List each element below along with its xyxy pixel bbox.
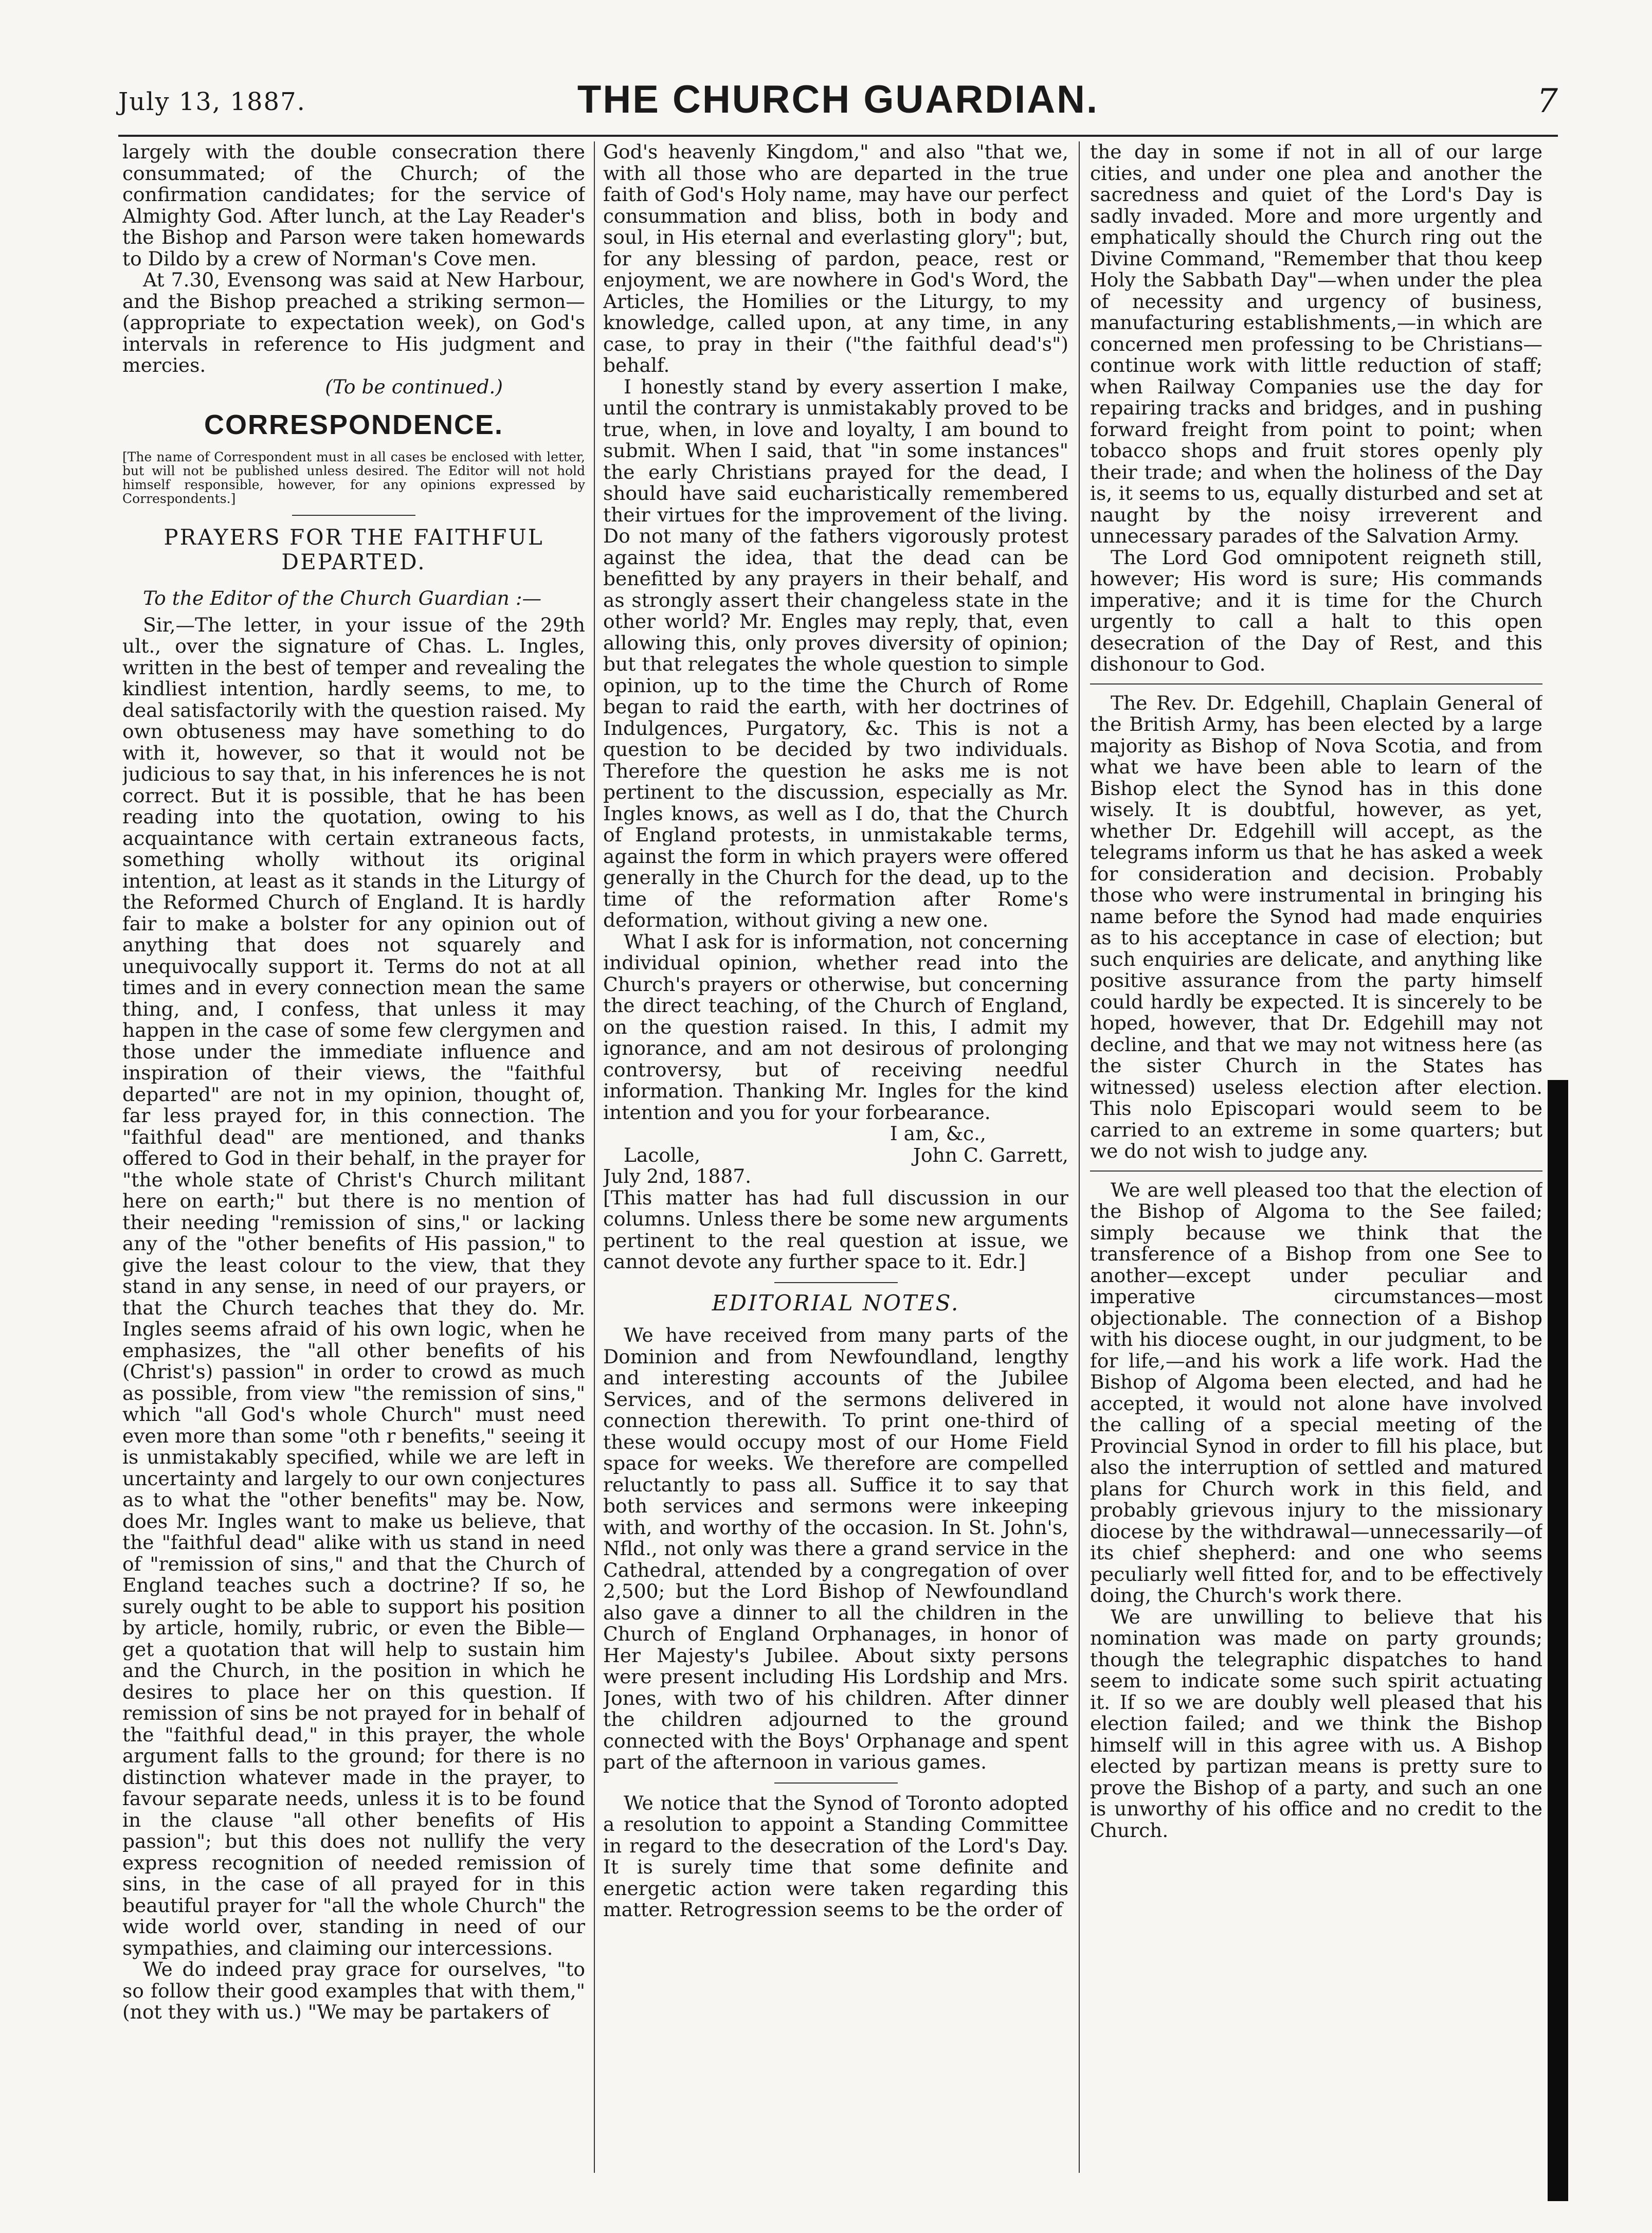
letter-text: I honestly stand by every assertion I make, until the contrary is unmistakably proved to be true, when, in love and loyalty, I am bound to submit. When I said, that "in some instances" the early Christians prayed for the dead, I should have said eucharistically remembered their virtues for the improvement of the living. Do not many of the fathers vigorously protest against the idea, that the dead can be benefitted by any prayers in their behalf, and as strongly assert their changeless state in the other world? Mr. Engles may reply, that, even allowing this, only proves diversity of opinion; but that relegates the whole question to simple opinion, up to the time the Church of Rome began to raid the earth, with her doctrines of Indulgences, Purgatory, &c. This is not a question to be decided by two individuals. Therefore the question he asks me is not pertinent to the discussion, especially as Mr. Ingles knows, as well as I do, that the Church of England protests, in unmistakable terms, against the form in which prayers were offered generally in the Church for the dead, up to the time of the reformation after Rome's deformation, without giving a new one. [603, 375, 1068, 931]
column-1 [122, 141, 585, 2173]
article-text: largely with the double consecration there consummated; of the Church; of the confirmation candidates; for the service of Almighty God. After lunch, at the Lay Reader's the Bishop and Parson were taken homewards to Dildo by a crew of Norman's Cove men. [122, 141, 585, 270]
editorial-text: The Lord God omnipotent reigneth still, however; His word is sure; His commands imperative; and it is time for the Church urgently to call a halt to this open desecration of the Day of Rest, and this dishonour to God. [1090, 546, 1542, 675]
divider [774, 1782, 898, 1784]
editorial-text: The Rev. Dr. Edgehill, Chaplain General of the British Army, has been elected by a large majority as Bishop of Nova Scotia, and from what we have been able to learn of the Bishop elect the Synod has in this done wisely. It is doubtful, however, as yet, whether Dr. Edgehill will accept, as the telegrams inform us that he has asked a week for consideration and decision. Probably those who were instrumental in bringing his name before the Synod had made enquiries as to his acceptance in case of election; but such enquiries are delicate, and anything like positive assurance from the party himself could hardly be expected. It is sincerely to be hoped, however, that Dr. Edgehill may not decline, and that we may not witness here (as the sister Church in the States has witnessed) useless election after election. This nolo Episcopari would seem to be carried to an extreme in some quarters; but we do not wish to judge any. [1090, 691, 1542, 1162]
section-heading-editorial-notes: EDITORIAL NOTES. [712, 1290, 960, 1316]
letter-salutation: To the Editor of the Church Guardian :— [143, 587, 542, 609]
editorial-text: We notice that the Synod of Toronto adopted a resolution to appoint a Standing Committee in regard to the desecration of the Lord's Day. It is surely time that some definite and energetic action were taken regarding this matter. Retrogression seems to be the order of [603, 1791, 1068, 1921]
continued-note: (To be continued.) [325, 375, 503, 398]
editorial-text: We are unwilling to believe that his nomination was made on party grounds; though the telegraphic dispatches to hand seem to indicate some such spirit actuating it. If so we are doubly well pleased that his election failed; and we think the Bishop himself will in this agree with us. A Bishop elected by partizan means is pretty sure to prove the Bishop of a party, and such an one is unworthy of his office and no credit to the Church. [1090, 1605, 1542, 1842]
letter-signature: John C. Garrett, [913, 1143, 1068, 1166]
page-number: 7 [1537, 82, 1558, 120]
divider [292, 515, 415, 516]
column-divider-1 [594, 141, 595, 2173]
divider [1090, 1170, 1542, 1172]
column-2 [603, 141, 1068, 2173]
divider [1090, 683, 1542, 685]
signature-line [603, 1145, 1068, 1166]
letter-text: Sir,—The letter, in your issue of the 29th ult., over the signature of Chas. L. Ingles, written in the best of temper and revealing the kindliest intention, hardly seems, to me, to deal satisfactorily with the question raised. My own obtuseness may have something to do with it, however, so that it would not be judicious to say that, in his inferences he is not correct. But it is possible, that he has been reading into the quotation, owing to his acquaintance with certain extraneous facts, something wholly without its original intention, at least as it stands in the Liturgy of the Reformed Church of England. It is hardly fair to make a bolster for any opinion out of anything that does not squarely and unequivocally support it. Terms do not at all times and in every connection mean the same thing, and, I confess, that unless it may happen in the case of some few clergymen and those under the immediate influence and inspiration of their views, the "faithful departed" are not in my opinion, thought of, far less prayed for, in this connection. The "faithful dead" are mentioned, and thanks offered to God in their behalf, in the prayer for "the whole state of Christ's Church militant here on earth;" but there is no mention of their needing "remission of sins," or lacking any of the "other benefits of His passion," to give the least colour to the view, that they stand in any sense, in need of our prayers, or that the Church teaches that they do. Mr. Ingles seems afraid of his own logic, when he emphasizes, the "all other benefits of his (Christ's) passion" in order to crowd as much as possible, from view "the remission of sins," which "all God's whole Church" must need even more than some "oth r benefits," seeing it is unmistakably specified, while we are left in uncertainty and largely to our own conjectures as to what the "other benefits" may be. Now, does Mr. Ingles want to make us believe, that the "faithful dead" alike with us stand in need of "remission of sins," and that the Church of England teaches such a doctrine? If so, he surely ought to be able to support his position by article, homily, rubric, or even the Bible—get a quotation that will help to sustain him and the Church, in the position in which he desires to place her on this question. If remission of sins be not prayed for in behalf of the "faithful dead," in this prayer, the whole argument falls to the ground; for there is no distinction whatever made in the prayer, to favour separate needs, unless it is to be found in the clause "all other benefits of His passion"; but this does not nullify the very express recognition of needed remission of sins, in the case of all prayed for in this beautiful prayer for "all the whole Church" the wide world over, standing in need of our sympathies, and claiming our intercessions. [122, 613, 585, 1959]
letter-text: We do indeed pray grace for ourselves, "to so follow their good examples that with them," (not they with us.) "We may be partakers of [122, 1958, 585, 2023]
article-text: At 7.30, Evensong was said at New Harbour, and the Bishop preached a striking sermon—(appropriate to expectation week), on God's intervals in reference to His judgment and mercies. [122, 268, 585, 376]
editorial-text: the day in some if not in all of our large cities, and under one plea and another the sacredness and quiet of the Lord's Day is sadly invaded. More and more urgently and emphatically should the Church ring out the Divine Command, "Remember that thou keep Holy the Sabbath Day"—when under the plea of necessity and urgency of business, manufacturing establishments,—in which are concerned men professing to be Christians—continue work with little reduction of staff; when Railway Companies use the day for repairing tracks and bridges, and in pushing forward freight from point to point; when tobacco shops and fruit stores openly ply their trade; and when the holiness of the Day is, it seems to us, equally disturbed and set at naught by the noisy irreverent and unnecessary parades of the Salvation Army. [1090, 141, 1542, 547]
column-3 [1090, 141, 1542, 2173]
editor-note: [This matter has had full discussion in our columns. Unless there be some new arguments pertinent to the real question at issue, we cannot devote any further space to it. Edr.] [603, 1186, 1068, 1273]
section-heading-correspondence: CORRESPONDENCE. [204, 409, 504, 440]
correspondence-disclaimer: [The name of Correspondent must in all cases be enclosed with letter, but will not be published unless desired. The Editor will not hold himself responsible, however, for any opinions expressed by Correspondents.] [122, 449, 585, 506]
divider [774, 1282, 898, 1283]
masthead [118, 77, 1558, 134]
editorial-text: We are well pleased too that the election of the Bishop of Algoma to the See failed; simply because we think that the transference of a Bishop from one See to another—except under peculiar and imperative circumstances—most objectionable. The connection of a Bishop with his diocese ought, in our judgment, to be for life,—and his work a life work. Had the Bishop of Algoma been elected, and had he accepted, it would not alone have involved the calling of a special meeting of the Provincial Synod in order to fill his place, but also the interruption of settled and matured plans for Church work in this field, and probably grievous injury to the missionary diocese by the withdrawal—unnecessarily—of its chief shepherd: and one who seems peculiarly well fitted for, and to be effectively doing, the Church's work there. [1090, 1178, 1542, 1607]
masthead-rule [118, 135, 1558, 137]
letter-text: What I ask for is information, not concerning individual opinion, whether read into the Church's prayers or otherwise, but concerning the direct teaching, of the Church of England, on the question raised. In this, I admit my ignorance, and am not desirous of prolonging controversy, but of receiving needful information. Thanking Mr. Ingles for the kind intention and you for your forbearance. [603, 930, 1068, 1124]
letter-place: Lacolle, [624, 1143, 701, 1166]
letter-title: PRAYERS FOR THE FAITHFUL DEPARTED. [164, 525, 544, 574]
newspaper-title: THE CHURCH GUARDIAN. [577, 78, 1099, 121]
letter-text: God's heavenly Kingdom," and also "that we, with all those who are departed in the true faith of God's Holy name, may have our perfect consummation and bliss, both in body and soul, in His eternal and everlasting glory"; but, for any blessing of pardon, peace, rest or enjoyment, we are nowhere in God's Word, the Articles, the Homilies or the Liturgy, to my knowledge, called upon, at any time, in any case, to pray in their ("the faithful dead's") behalf. [603, 141, 1068, 376]
scan-edge-shadow [1548, 1080, 1568, 2201]
letter-closing: I am, &c., [889, 1122, 986, 1145]
letter-date: July 2nd, 1887. [603, 1165, 752, 1187]
issue-date: July 13, 1887. [118, 87, 306, 116]
editorial-text: We have received from many parts of the Dominion and from Newfoundland, lengthy and interesting accounts of the Jubilee Services, and of the sermons delivered in connection therewith. To print one-third of these would occupy most of our Home Field space for weeks. We therefore are compelled reluctantly to pass all. Suffice it to say that both services and sermons were inkeeping with, and worthy of the occasion. In St. John's, Nfld., not only was there a grand service in the Cathedral, attended by a congregation of over 2,500; but the Lord Bishop of Newfoundland also gave a dinner to all the children in the Church of England Orphanages, in honor of Her Majesty's Jubilee. About sixty persons were present including His Lordship and Mrs. Jones, with two of his children. After dinner the children adjourned to the ground connected with the Boys' Orphanage and spent part of the afternoon in various games. [603, 1324, 1068, 1773]
column-divider-2 [1079, 141, 1080, 2173]
